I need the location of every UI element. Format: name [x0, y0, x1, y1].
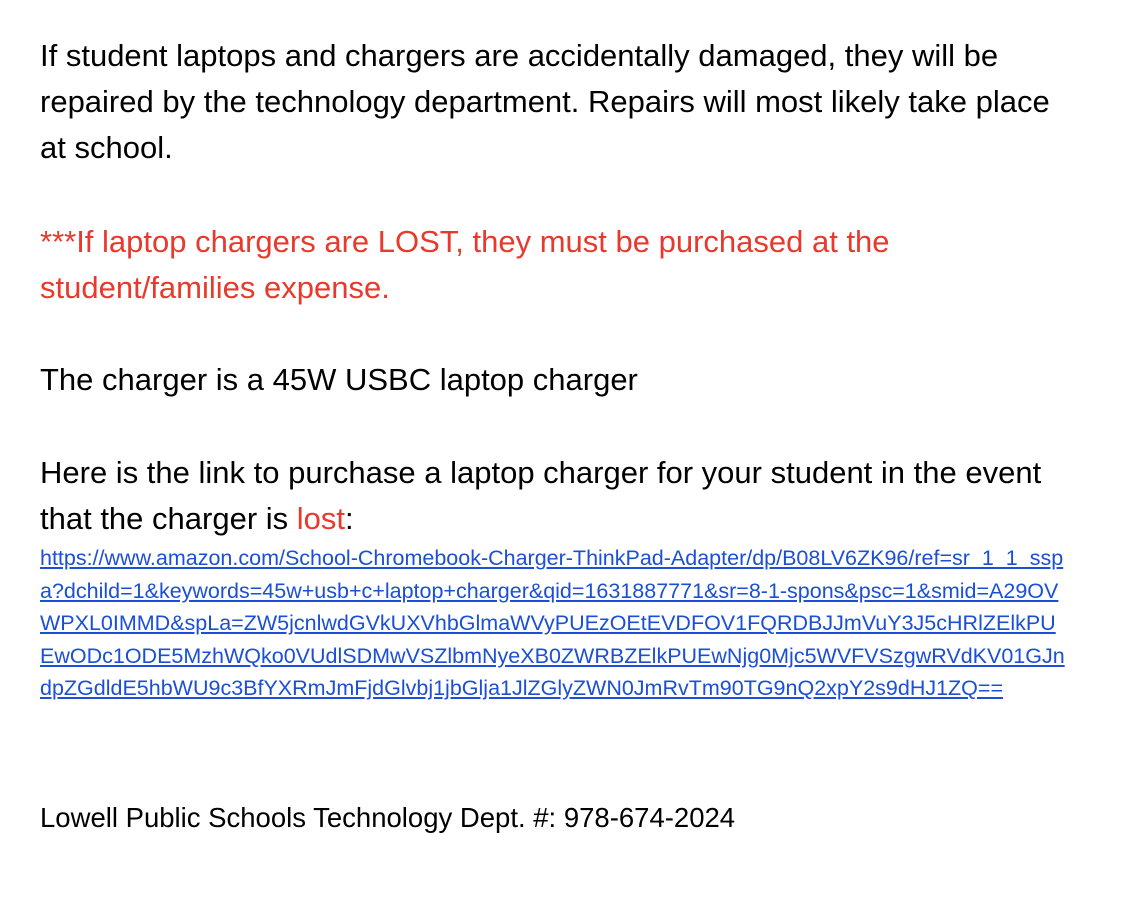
- purchase-link-intro-text: Here is the link to purchase a laptop charger for your student in the event that the charger is: [40, 455, 1042, 536]
- lost-highlight: lost: [296, 501, 345, 536]
- contact-phone-line: Lowell Public Schools Technology Dept. #: 978-674-2024: [40, 802, 736, 833]
- amazon-charger-link[interactable]: https://www.amazon.com/School-Chromebook-Charger-ThinkPad-Adapter/dp/B08LV6ZK96/ref=sr_1_1_sspa?dchild=1&keywords=45w+usb+c+laptop+charger&qid=1631887771&sr=8-1-spons&psc=1&smid=A29OVWPXL0IMMD&spLa=ZW5jcnlwdGVkUXVhbGlmaWVyPUEzOEtEVDFOV1FQRDBJJmVuY3J5cHRlZElkPUEwODc1ODE5MzhWQko0VUdlSDMwVSZlbmNyeXB0ZWRBZElkPUEwNjg0Mjc5WVFVSzgwRVdKV01GJndpZGdldE5hbWU9c3BfYXRmJmFjdGlvbj1jbGlja1JlZGlyZWN0JmRvTm90TG9nQ2xpY2s9dHJ1ZQ==: [40, 546, 1065, 700]
- lost-charger-warning: ***If laptop chargers are LOST, they must be purchased at the student/families expense.: [40, 224, 890, 305]
- repair-policy-paragraph: If student laptops and chargers are accidentally damaged, they will be repaired by the technology department. Repairs will most likely take place at school.: [40, 38, 1050, 165]
- purchase-link-intro: [40, 450, 1080, 542]
- purchase-link-intro-colon: :: [345, 501, 354, 536]
- charger-spec-paragraph: The charger is a 45W USBC laptop charger: [40, 362, 638, 397]
